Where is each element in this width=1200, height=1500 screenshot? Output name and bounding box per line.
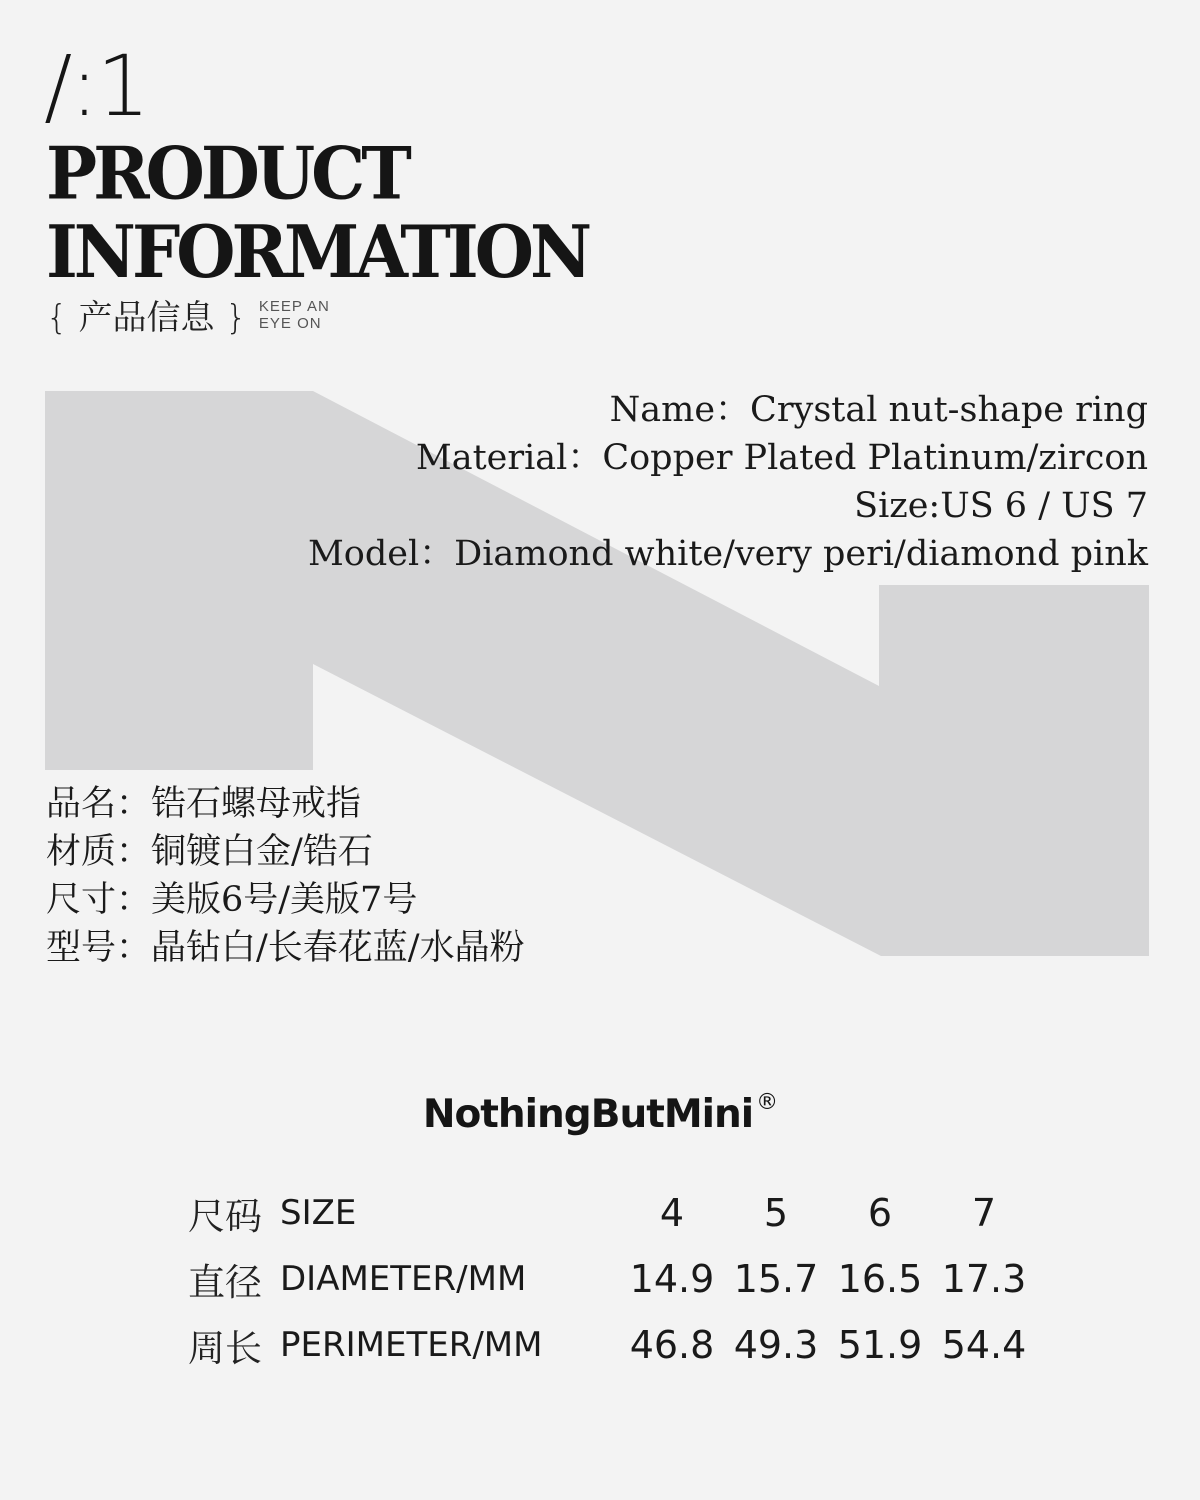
keep-line-2: EYE ON <box>258 314 322 332</box>
en-size: Size:US 6 / US 7 <box>854 486 1148 526</box>
cn-subtitle: { 产品信息 } <box>46 298 247 338</box>
subtitle-row <box>46 290 330 339</box>
table-cell: 16.5 <box>837 1257 923 1301</box>
en-model: Model：Diamond white/very peri/diamond pink <box>307 534 1148 574</box>
keep-line-1: KEEP AN <box>258 297 330 315</box>
table-row-diameter <box>188 1246 1036 1312</box>
page-index-mark: /:1 <box>44 37 149 135</box>
table-cell: 49.3 <box>733 1323 819 1367</box>
row-label-en: SIZE <box>280 1193 357 1233</box>
cn-model: 型号：晶钻白/长春花蓝/水晶粉 <box>46 928 525 968</box>
cn-size: 尺寸：美版6号/美版7号 <box>46 880 418 920</box>
table-cell: 14.9 <box>629 1257 715 1301</box>
en-name: Name：Crystal nut-shape ring <box>609 390 1148 430</box>
title-line-1: PRODUCT <box>46 131 408 217</box>
row-label-en: DIAMETER/MM <box>280 1259 527 1299</box>
table-cell: 46.8 <box>629 1323 715 1367</box>
cn-material: 材质：铜镀白金/锆石 <box>46 832 373 872</box>
brand-logo <box>0 1090 1200 1137</box>
page-title <box>46 131 589 296</box>
table-cell: 7 <box>971 1191 997 1235</box>
keep-an-eye-on-tag <box>259 298 330 332</box>
table-cell: 4 <box>659 1191 685 1235</box>
size-chart-table <box>188 1180 1036 1378</box>
table-cell: 51.9 <box>837 1323 923 1367</box>
table-cell: 5 <box>763 1191 789 1235</box>
table-cell: 54.4 <box>941 1323 1027 1367</box>
en-material: Material：Copper Plated Platinum/zircon <box>415 438 1148 478</box>
registered-mark: ® <box>756 1090 778 1115</box>
english-product-info <box>308 386 1148 578</box>
table-row-size <box>188 1180 1036 1246</box>
row-label-cn: 尺码 <box>188 1195 262 1238</box>
brand-name: NothingButMini <box>422 1092 754 1137</box>
chinese-product-info <box>46 780 525 972</box>
table-cell: 15.7 <box>733 1257 819 1301</box>
row-label-en: PERIMETER/MM <box>280 1325 543 1365</box>
table-cell: 6 <box>867 1191 893 1235</box>
row-label-cn: 直径 <box>188 1261 262 1304</box>
table-cell: 17.3 <box>941 1257 1027 1301</box>
cn-name: 品名：锆石螺母戒指 <box>46 784 362 824</box>
title-line-2: INFORMATION <box>46 210 589 296</box>
row-label-cn: 周长 <box>188 1327 262 1370</box>
table-row-perimeter <box>188 1312 1036 1378</box>
